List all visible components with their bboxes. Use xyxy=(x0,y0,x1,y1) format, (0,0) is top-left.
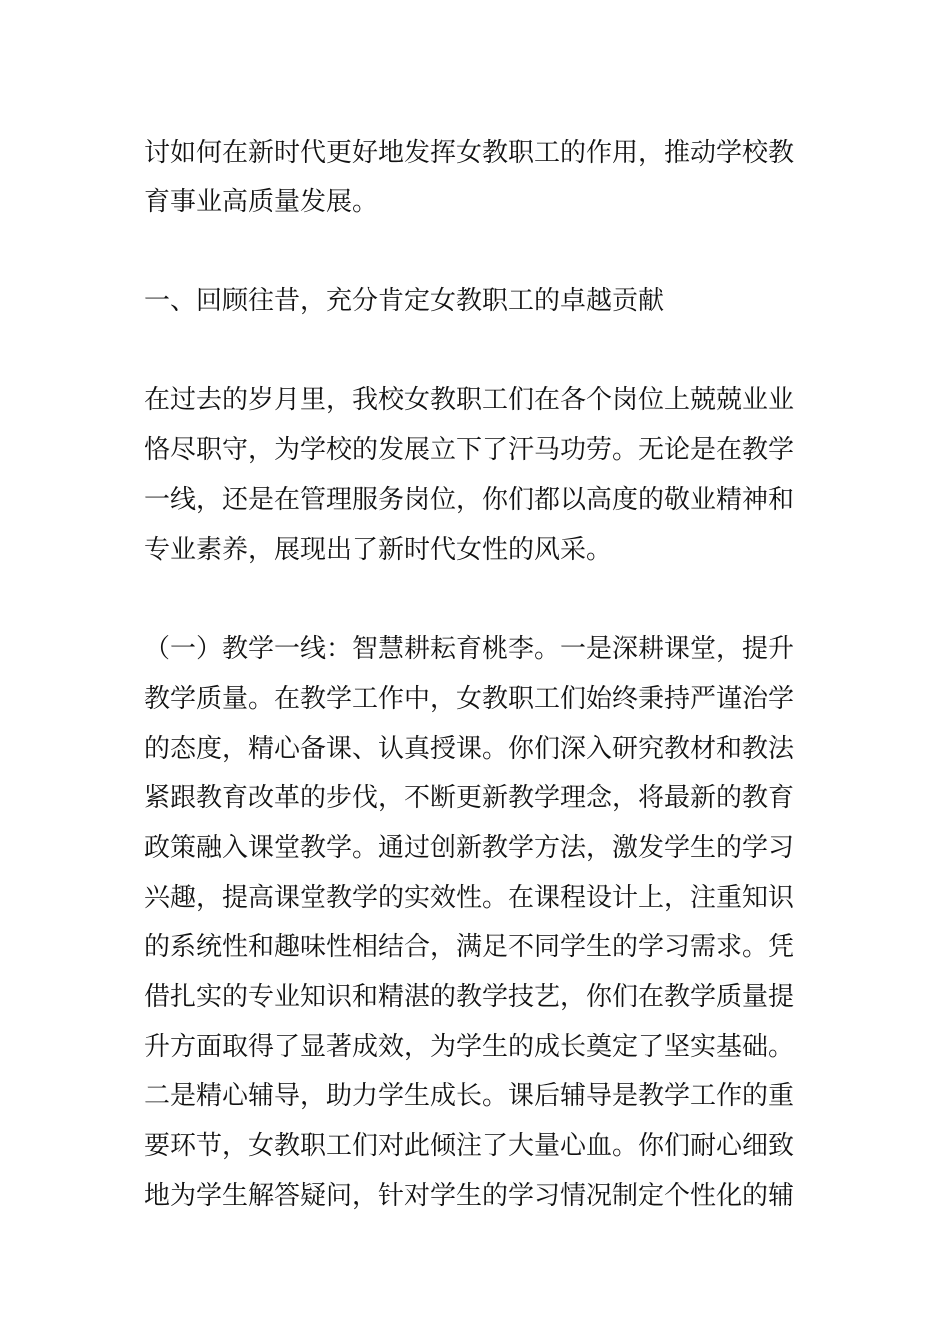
body-line: 教学质量。在教学工作中，女教职工们始终秉持严谨治学 xyxy=(144,684,795,714)
body-line: 政策融入课堂教学。通过创新教学方法，激发学生的学习 xyxy=(144,833,795,863)
body-line: 一线，还是在管理服务岗位，你们都以高度的敬业精神和 xyxy=(144,485,795,515)
body-line: 在过去的岁月里，我校女教职工们在各个岗位上兢兢业业 xyxy=(144,385,795,415)
body-line: 升方面取得了显著成效，为学生的成长奠定了坚实基础。 xyxy=(144,1032,795,1062)
body-line: 借扎实的专业知识和精湛的教学技艺，你们在教学质量提 xyxy=(144,982,795,1012)
body-line: 的态度，精心备课、认真授课。你们深入研究教材和教法 xyxy=(144,734,795,764)
body-line: 要环节，女教职工们对此倾注了大量心血。你们耐心细致 xyxy=(144,1131,795,1161)
body-line: 兴趣，提高课堂教学的实效性。在课程设计上，注重知识 xyxy=(144,883,795,913)
body-line: 专业素养，展现出了新时代女性的风采。 xyxy=(144,535,613,565)
subsection-line: （一）教学一线：智慧耕耘育桃李。一是深耕课堂，提升 xyxy=(144,634,795,664)
body-line: 恪尽职守，为学校的发展立下了汗马功劳。无论是在教学 xyxy=(144,435,795,465)
body-line: 紧跟教育改革的步伐，不断更新教学理念，将最新的教育 xyxy=(144,783,795,813)
section-heading: 一、回顾往昔，充分肯定女教职工的卓越贡献 xyxy=(144,286,665,316)
body-line: 地为学生解答疑问，针对学生的学习情况制定个性化的辅 xyxy=(144,1181,795,1211)
body-line: 讨如何在新时代更好地发挥女教职工的作用，推动学校教 xyxy=(144,138,795,168)
body-line: 二是精心辅导，助力学生成长。课后辅导是教学工作的重 xyxy=(144,1081,795,1111)
body-line: 的系统性和趣味性相结合，满足不同学生的学习需求。凭 xyxy=(144,932,795,962)
body-line: 育事业高质量发展。 xyxy=(144,187,379,217)
